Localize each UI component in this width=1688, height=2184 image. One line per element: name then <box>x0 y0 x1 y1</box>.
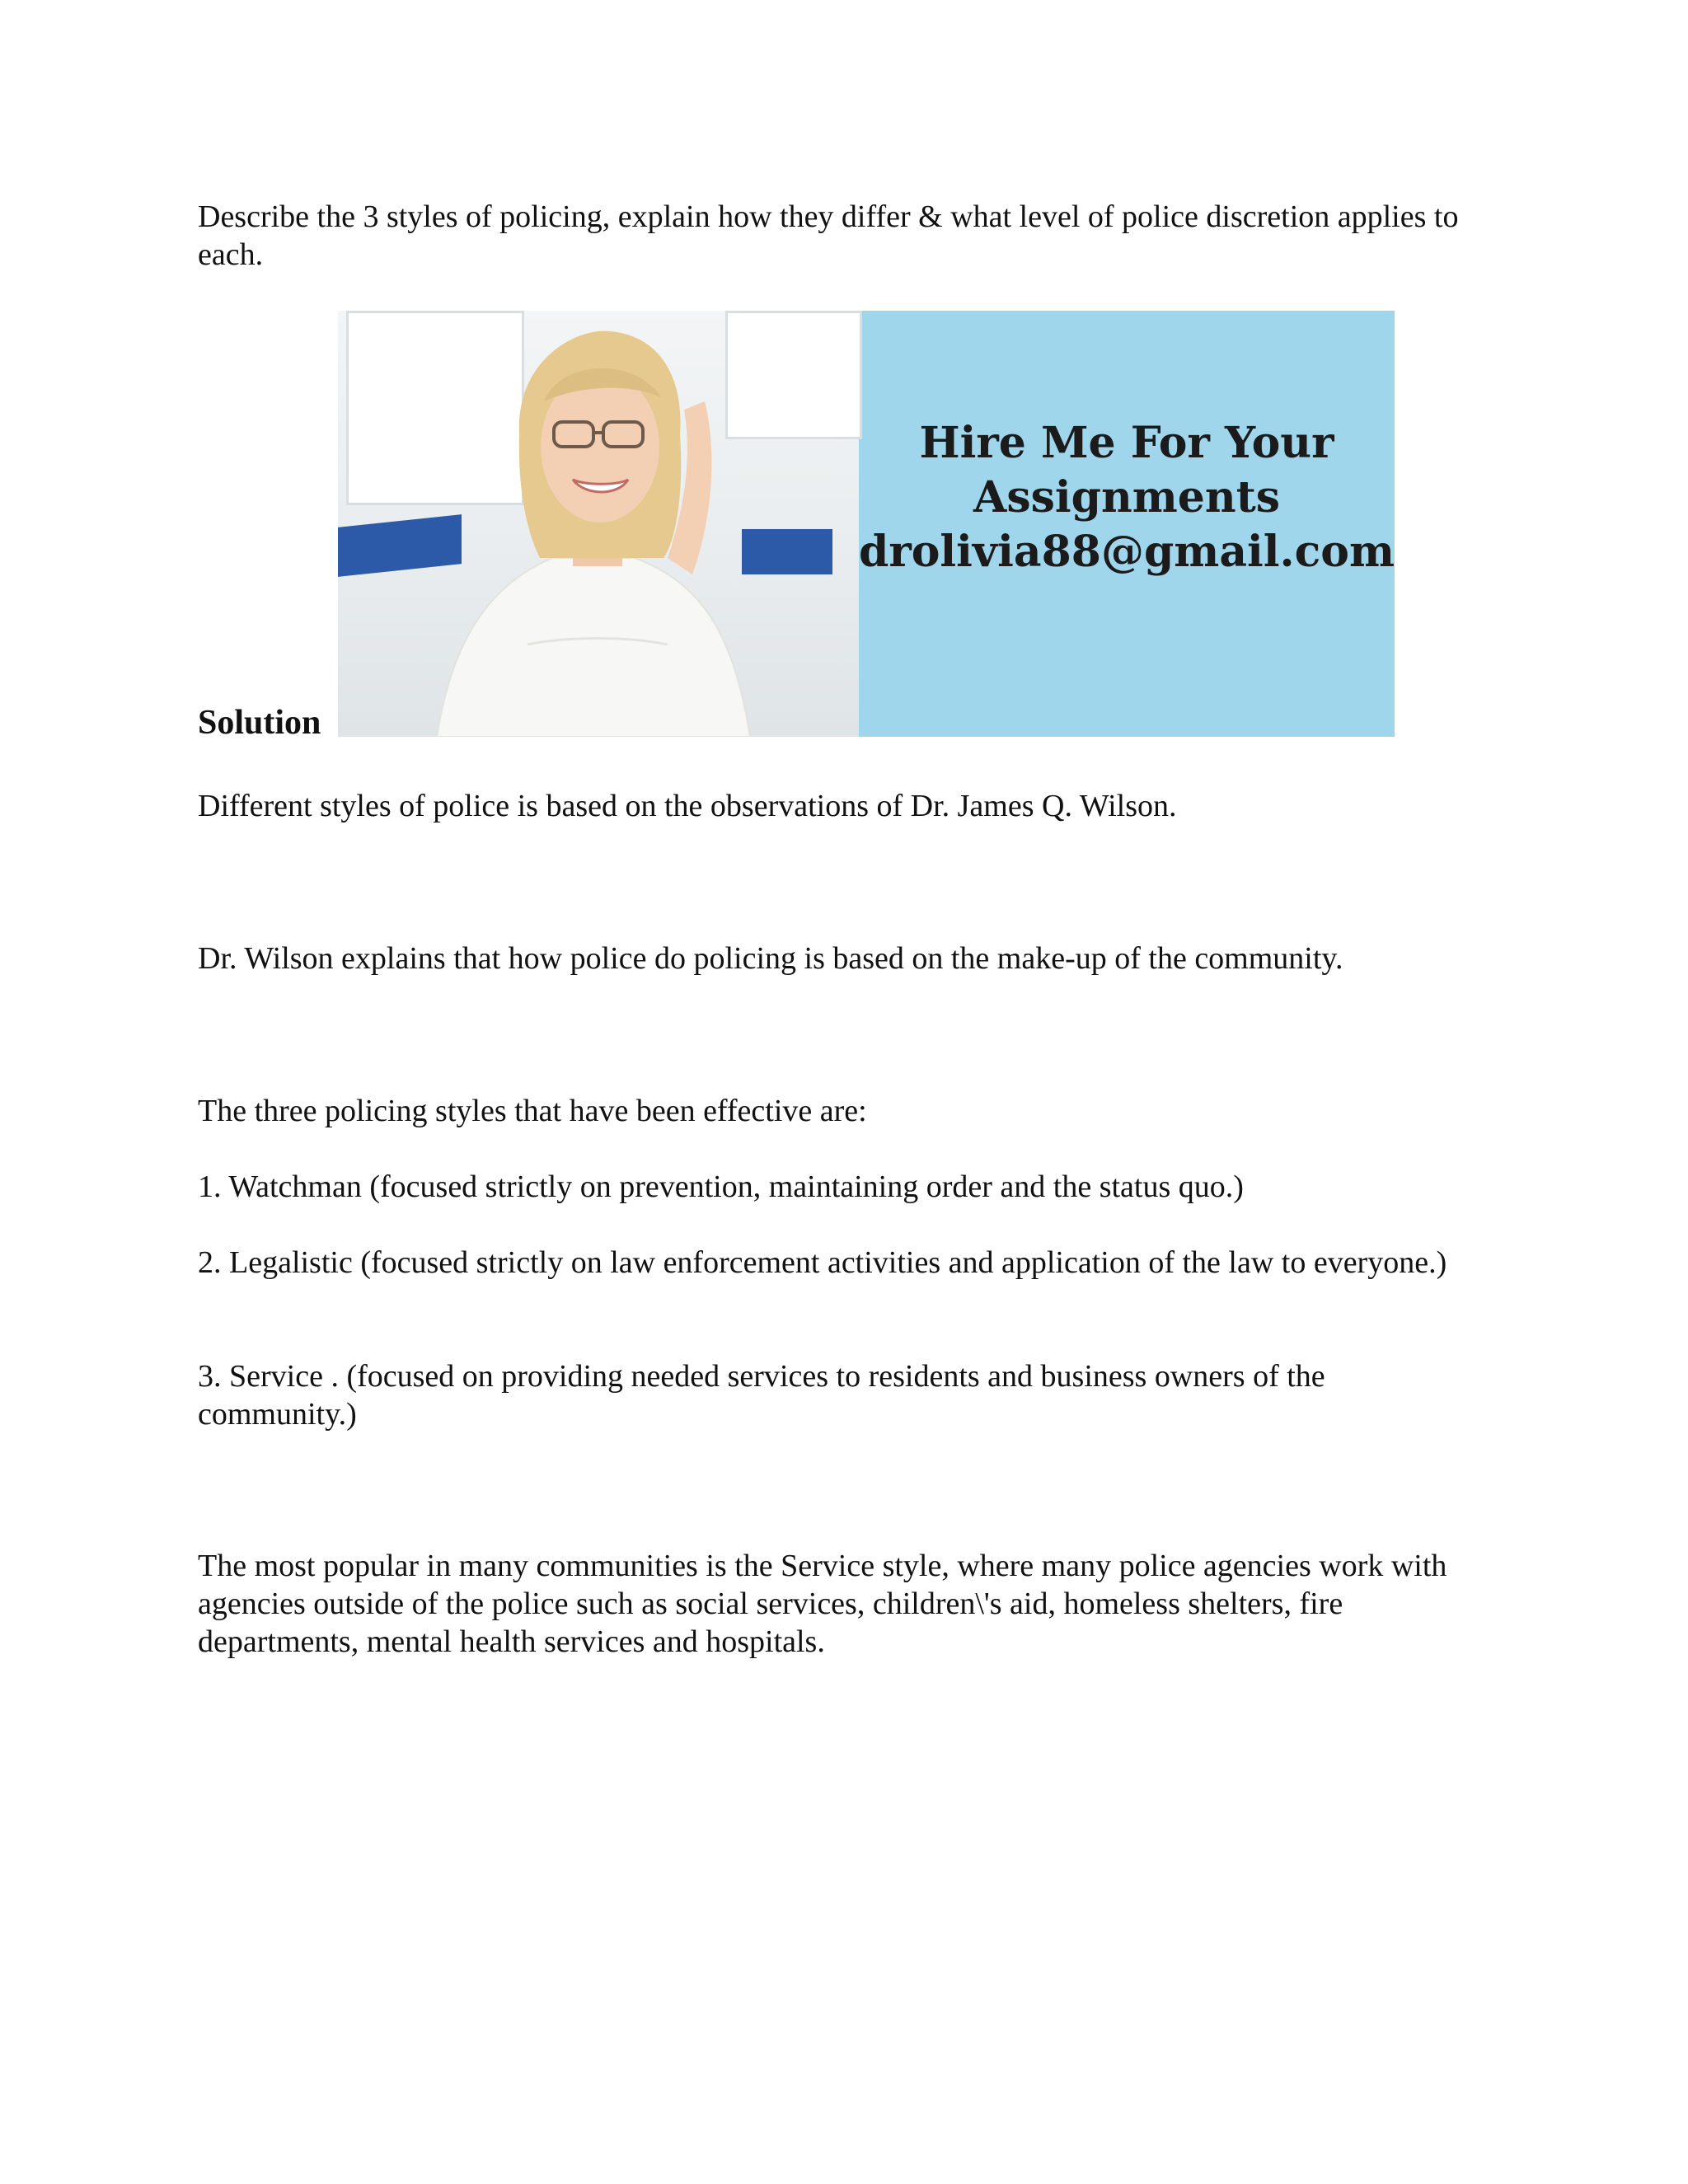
woman-photo <box>338 311 859 737</box>
solution-heading: Solution <box>198 704 321 742</box>
ad-email: drolivia88@gmail.com <box>858 527 1395 577</box>
ad-text <box>859 416 1395 579</box>
question-text: Describe the 3 styles of policing, explain how they differ & what level of police discretion applies to each. <box>198 199 1466 272</box>
list-item-service: 3. Service . (focused on providing needed services to residents and business owners of the community.) <box>198 1359 1334 1432</box>
woman-figure <box>338 311 869 737</box>
list-item-watchman: 1. Watchman (focused strictly on prevention, maintaining order and the status quo.) <box>198 1169 1244 1204</box>
closing-paragraph: The most popular in many communities is the Service style, where many police agencies work with agencies outside of the police such as social services, children\'s aid, homeless shelters, fire departments, mental health services and hospitals. <box>198 1549 1455 1659</box>
list-item-legalistic: 2. Legalistic (focused strictly on law enforcement activities and application of the law to everyone.) <box>198 1245 1447 1280</box>
paragraph-2: Dr. Wilson explains that how police do policing is based on the make-up of the community. <box>198 941 1343 976</box>
ad-line-2: Assignments <box>973 472 1280 523</box>
paragraph-1: Different styles of police is based on the observations of Dr. James Q. Wilson. <box>198 789 1177 823</box>
ad-line-1: Hire Me For Your <box>919 418 1334 468</box>
paragraph-3: The three policing styles that have been effective are: <box>198 1094 867 1128</box>
ad-banner <box>338 311 1395 737</box>
ad-text-panel <box>859 311 1395 737</box>
